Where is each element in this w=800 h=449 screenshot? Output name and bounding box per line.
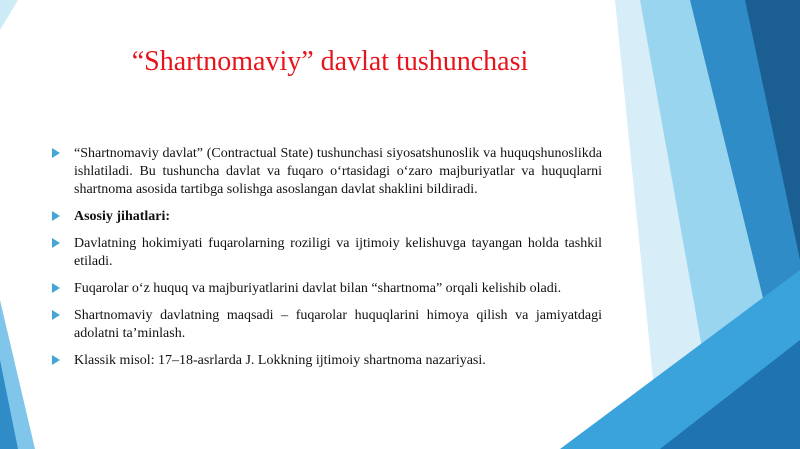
bullet-text: Davlatning hokimiyati fuqarolarning roziligi va ijtimoiy kelishuvga tayangan holda tashkil etiladi. bbox=[74, 236, 602, 269]
bullet-arrow-icon bbox=[52, 148, 60, 158]
bullet-text: Fuqarolar o‘z huquq va majburiyatlarini davlat bilan “shartnoma” orqali kelishib oladi. bbox=[74, 281, 562, 296]
list-item bbox=[52, 235, 602, 271]
list-item bbox=[52, 208, 602, 226]
list-item bbox=[52, 352, 602, 370]
bullet-arrow-icon bbox=[52, 238, 60, 248]
bullet-text: Shartnomaviy davlatning maqsadi – fuqarolar huquqlarini himoya qilish va jamiyatdagi adolatni ta’minlash. bbox=[74, 308, 602, 341]
bullet-arrow-icon bbox=[52, 283, 60, 293]
top-left-light-wedge bbox=[0, 0, 18, 30]
list-item bbox=[52, 145, 602, 199]
bullet-arrow-icon bbox=[52, 211, 60, 221]
bullet-arrow-icon bbox=[52, 355, 60, 365]
list-item bbox=[52, 280, 602, 298]
bullet-list bbox=[52, 145, 602, 379]
slide-title: “Shartnomaviy” davlat tushunchasi bbox=[131, 46, 529, 77]
bullet-text: “Shartnomaviy davlat” (Contractual State) tushunchasi siyosatshunoslik va huquqshunoslikda ishlatiladi. Bu tushuncha davlat va fuqaro o‘rtasidagi o‘zaro majburiyatlar va huquqlarni shartnoma asosida tartibga solishga asoslangan davlat shaklini bildiradi. bbox=[74, 146, 602, 197]
bullet-text: Asosiy jihatlari: bbox=[74, 209, 171, 224]
list-item bbox=[52, 307, 602, 343]
bullet-text: Klassik misol: 17–18-asrlarda J. Lokkning ijtimoiy shartnoma nazariyasi. bbox=[74, 353, 486, 368]
bullet-arrow-icon bbox=[52, 310, 60, 320]
